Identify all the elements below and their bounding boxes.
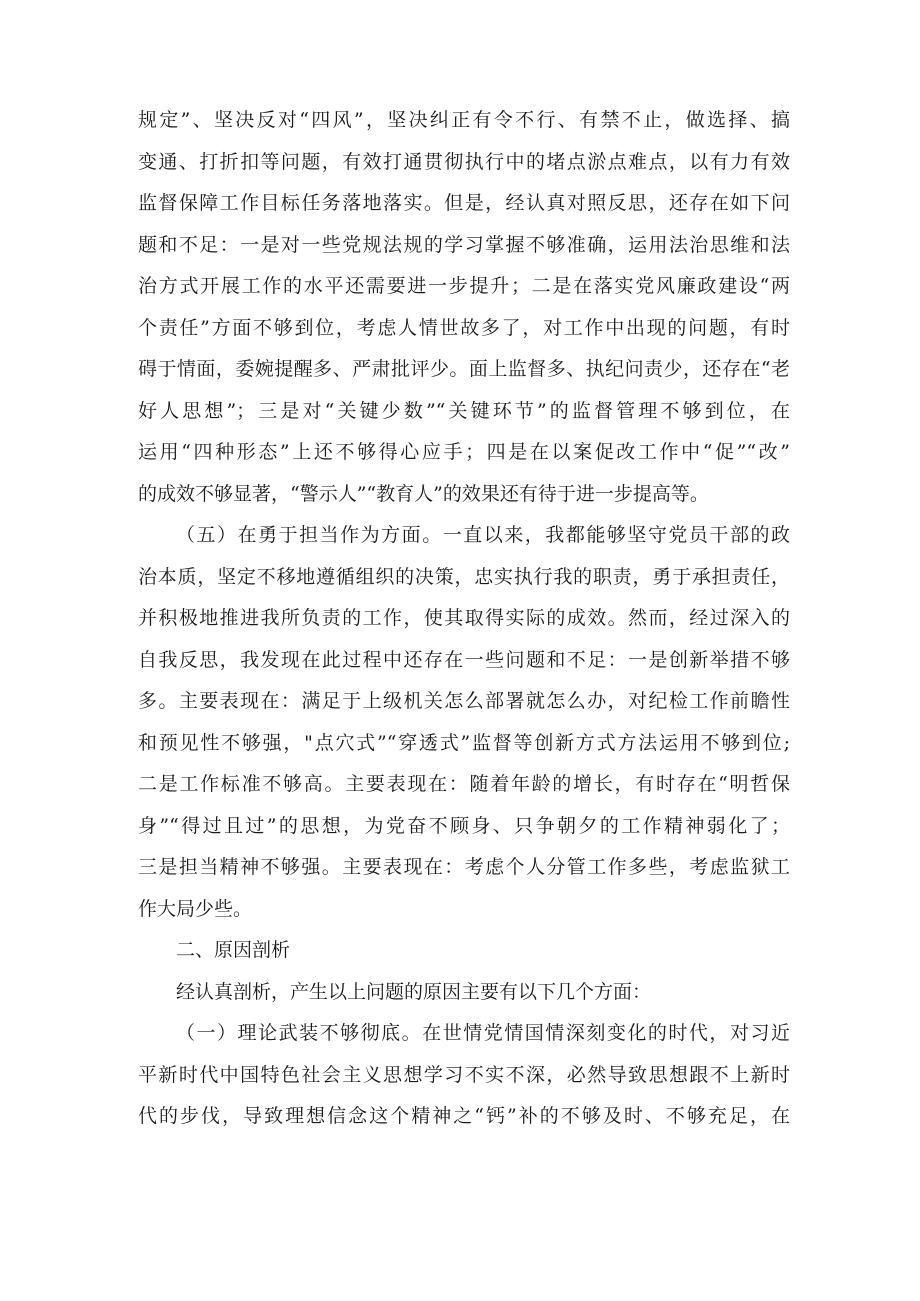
text-line: 监督保障工作目标任务落地落实。但是，经认真对照反思，还存在如下问: [138, 192, 790, 214]
text-line: 作大局少些。: [138, 897, 253, 920]
text-line: 的成效不够显著，“警示人”“教育人”的效果还有待于进一步提高等。: [138, 482, 709, 505]
text-line: 运用“四种形态”上还不够得心应手；四是在以案促改工作中“促”“改”: [138, 441, 790, 463]
paragraph-theory: [138, 1013, 790, 1138]
text-line: 碍于情面，委婉提醒多、严肃批评少。面上监督多、执纪问责少，还存在“老: [138, 358, 790, 380]
text-line: 题和不足：一是对一些党规法规的学习掌握不够准确，运用法治思维和法: [138, 233, 790, 256]
text-line: 个责任”方面不够到位，考虑人情世故多了，对工作中出现的问题，有时: [138, 316, 790, 339]
text-line: 好人思想”；三是对“关键少数”“关键环节”的监督管理不够到位，在: [138, 399, 790, 422]
text-line: 多。主要表现在：满足于上级机关怎么部署就怎么办，对纪检工作前瞻性: [138, 690, 790, 712]
section-heading: 二、原因剖析: [176, 939, 291, 961]
text-line: 规定”、坚决反对“四风”，坚决纠正有令不行、有禁不止，做选择、搞: [138, 109, 790, 131]
paragraph-responsibility: [138, 515, 790, 930]
paragraph-cause-intro: [138, 972, 790, 1014]
text-line: 治本质，坚定不移地遵循组织的决策，忠实执行我的职责，勇于承担责任，: [138, 565, 790, 588]
text-line: 二是工作标准不够高。主要表现在：随着年龄的增长，有时存在“明哲保: [138, 773, 790, 795]
text-line: 经认真剖析，产生以上问题的原因主要有以下几个方面：: [176, 980, 652, 1003]
text-line: （五）在勇于担当作为方面。一直以来，我都能够坚守党员干部的政: [176, 524, 790, 546]
text-line: 三是担当精神不够强。主要表现在：考虑个人分管工作多些，考虑监狱工: [138, 856, 790, 878]
text-line: 代的步伐，导致理想信念这个精神之“钙”补的不够及时、不够充足，在: [138, 1105, 790, 1127]
document-body: [138, 100, 790, 1138]
text-line: 变通、打折扣等问题，有效打通贯彻执行中的堵点淤点难点，以有力有效: [138, 150, 790, 173]
text-line: 自我反思，我发现在此过程中还存在一些问题和不足：一是创新举措不够: [138, 648, 790, 671]
text-line: 治方式开展工作的水平还需要进一步提升；二是在落实党风廉政建设“两: [138, 275, 790, 297]
text-line: 平新时代中国特色社会主义思想学习不实不深，必然导致思想跟不上新时: [138, 1063, 790, 1086]
text-line: 和预见性不够强，"点穴式”“穿透式”监督等创新方式方法运用不够到位;: [138, 731, 790, 754]
text-line: 并积极地推进我所负责的工作，使其取得实际的成效。然而，经过深入的: [138, 607, 790, 629]
paragraph-problems-continued: [138, 100, 790, 515]
text-line: （一）理论武装不够彻底。在世情党情国情深刻变化的时代，对习近: [176, 1022, 790, 1044]
text-line: 身”“得过且过”的思想，为党奋不顾身、只争朝夕的工作精神弱化了；: [138, 814, 790, 837]
